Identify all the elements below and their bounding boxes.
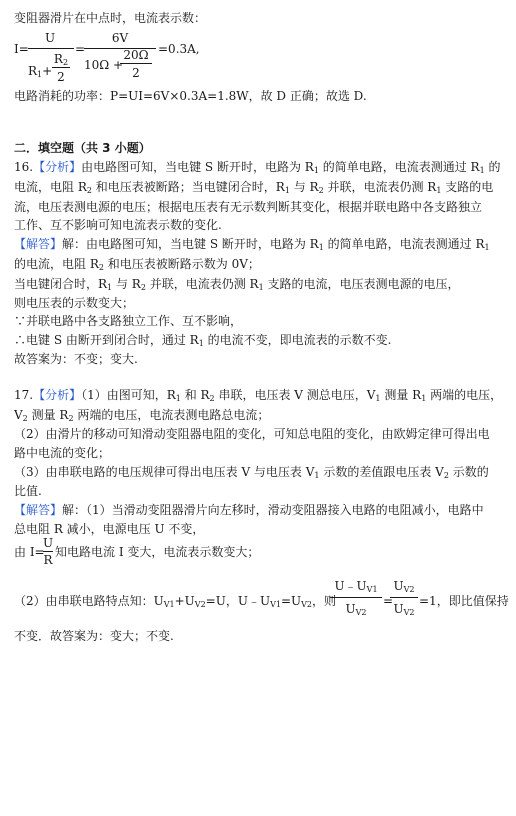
q16-line: 电流，电阻 $R_2$ 和电压表被断路；当电键闭合时，$R_1$ 与 $R_2$ 并联，电流表仍测 $R_1$ 支路的电 bbox=[14, 180, 494, 195]
fraction-numerator: U bbox=[44, 31, 56, 45]
nested-fraction-bar bbox=[52, 67, 70, 68]
equals-sign: = bbox=[75, 42, 86, 56]
text-line: 变阻器滑片在中点时，电流表示数： bbox=[14, 11, 207, 25]
formula-result: =0.3A, bbox=[158, 42, 200, 56]
equals-sign: = bbox=[383, 594, 394, 608]
analysis-tag: 【分析】 bbox=[33, 388, 82, 402]
fraction-denominator: R bbox=[43, 553, 53, 567]
q16-line: ∴电键 S 由断开到闭合时，通过 $R_1$ 的电流不变，即电流表的示数不变. bbox=[14, 333, 392, 348]
fraction-numerator: $U﹣U_{V1}$ bbox=[334, 579, 378, 594]
q17-line: 总电阻 R 减小，电源电压 U 不变， bbox=[14, 522, 205, 536]
q16-line: 则电压表的示数变大； bbox=[14, 296, 135, 310]
formula-lhs: I= bbox=[14, 42, 29, 56]
fraction-bar bbox=[390, 597, 418, 598]
fraction-denominator: 10Ω + bbox=[84, 58, 124, 72]
q17-line: （3）由串联电路的电压规律可得出电压表 V 与电压表 $V_1$ 示数的差值跟电压表 $V_2$ 示数的 bbox=[14, 465, 489, 480]
q16-line: 的电流，电阻 $R_2$ 和电压表被断路示数为 0V； bbox=[14, 257, 260, 272]
fraction-denominator: $U_{V2}$ bbox=[393, 602, 415, 617]
fraction-numerator: $U_{V2}$ bbox=[393, 579, 415, 594]
nested-denominator: 2 bbox=[132, 66, 140, 80]
q16-line: ∵并联电路中各支路独立工作、互不影响， bbox=[14, 314, 243, 328]
formula-suffix: =1，即比值保持 bbox=[419, 594, 509, 608]
q17-line: 不变．故答案为：变大；不变. bbox=[14, 629, 174, 643]
fraction-numerator: 6V bbox=[111, 31, 129, 45]
q17-line: （2）由滑片的移动可知滑动变阻器电阻的变化，可知总电阻的变化，由欧姆定律可得出电 bbox=[14, 427, 490, 441]
fraction-bar bbox=[330, 597, 382, 598]
nested-denominator: 2 bbox=[57, 70, 65, 84]
q16-line: 16.【分析】由电路图可知，当电键 S 断开时，电路为 $R_1$ 的简单电路，电流表测通过 $R_1$ 的 bbox=[14, 160, 501, 175]
formula-suffix: 知电路电流 I 变大，电流表示数变大； bbox=[55, 545, 260, 559]
q17-line: $V_2$ 测量 $R_2$ 两端的电压，电流表测电路总电流； bbox=[14, 408, 270, 423]
q16-line: 当电键闭合时，$R_1$ 与 $R_2$ 并联，电流表仍测 $R_1$ 支路的电流，电压表测电源的电压， bbox=[14, 277, 460, 292]
q17-line: 比值. bbox=[14, 484, 42, 498]
q16-line: 工作、互不影响可知电流表示数的变化. bbox=[14, 218, 222, 232]
q16-line: 故答案为：不变；变大. bbox=[14, 352, 138, 366]
answer-tag: 【解答】 bbox=[14, 237, 63, 251]
formula-prefix: 由 I= bbox=[14, 545, 45, 559]
q17-line: 【解答】解：（1）当滑动变阻器滑片向左移时，滑动变阻器接入电路的电阻减小，电路中 bbox=[14, 503, 484, 517]
text-line: 电路消耗的功率：P=UI=6V×0.3A=1.8W，故 D 正确；故选 D. bbox=[14, 89, 367, 103]
fraction-bar bbox=[28, 48, 74, 49]
nested-numerator: $R_2$ bbox=[53, 52, 69, 67]
nested-fraction-bar bbox=[120, 63, 152, 64]
answer-tag: 【解答】 bbox=[14, 503, 63, 517]
nested-numerator: 20Ω bbox=[123, 48, 149, 62]
fraction-numerator: U bbox=[43, 536, 54, 550]
formula-text: （2）由串联电路特点知：$U_{V1}+U_{V2}=U$，$U﹣U_{V1}=U_{V2}$，则 bbox=[14, 594, 337, 609]
section-heading: 二．填空题（共 3 小题） bbox=[14, 141, 151, 155]
fraction-denominator: $U_{V2}$ bbox=[345, 602, 367, 617]
q16-line: 【解答】解：由电路图可知，当电键 S 断开时，电路为 $R_1$ 的简单电路，电流表测通过 $R_1$ bbox=[14, 237, 490, 252]
analysis-tag: 【分析】 bbox=[33, 160, 82, 174]
q17-line: 路中电流的变化； bbox=[14, 446, 111, 460]
fraction-denominator: $R_1+$ bbox=[28, 64, 53, 79]
fraction-bar bbox=[43, 551, 53, 552]
q16-line: 流，电压表测电源的电压；根据电压表有无示数判断其变化，根据并联电路中各支路独立 bbox=[14, 200, 483, 214]
q17-line: 17.【分析】（1）由图可知，$R_1$ 和 $R_2$ 串联，电压表 V 测总电压，$V_1$ 测量 $R_1$ 两端的电压， bbox=[14, 388, 503, 403]
